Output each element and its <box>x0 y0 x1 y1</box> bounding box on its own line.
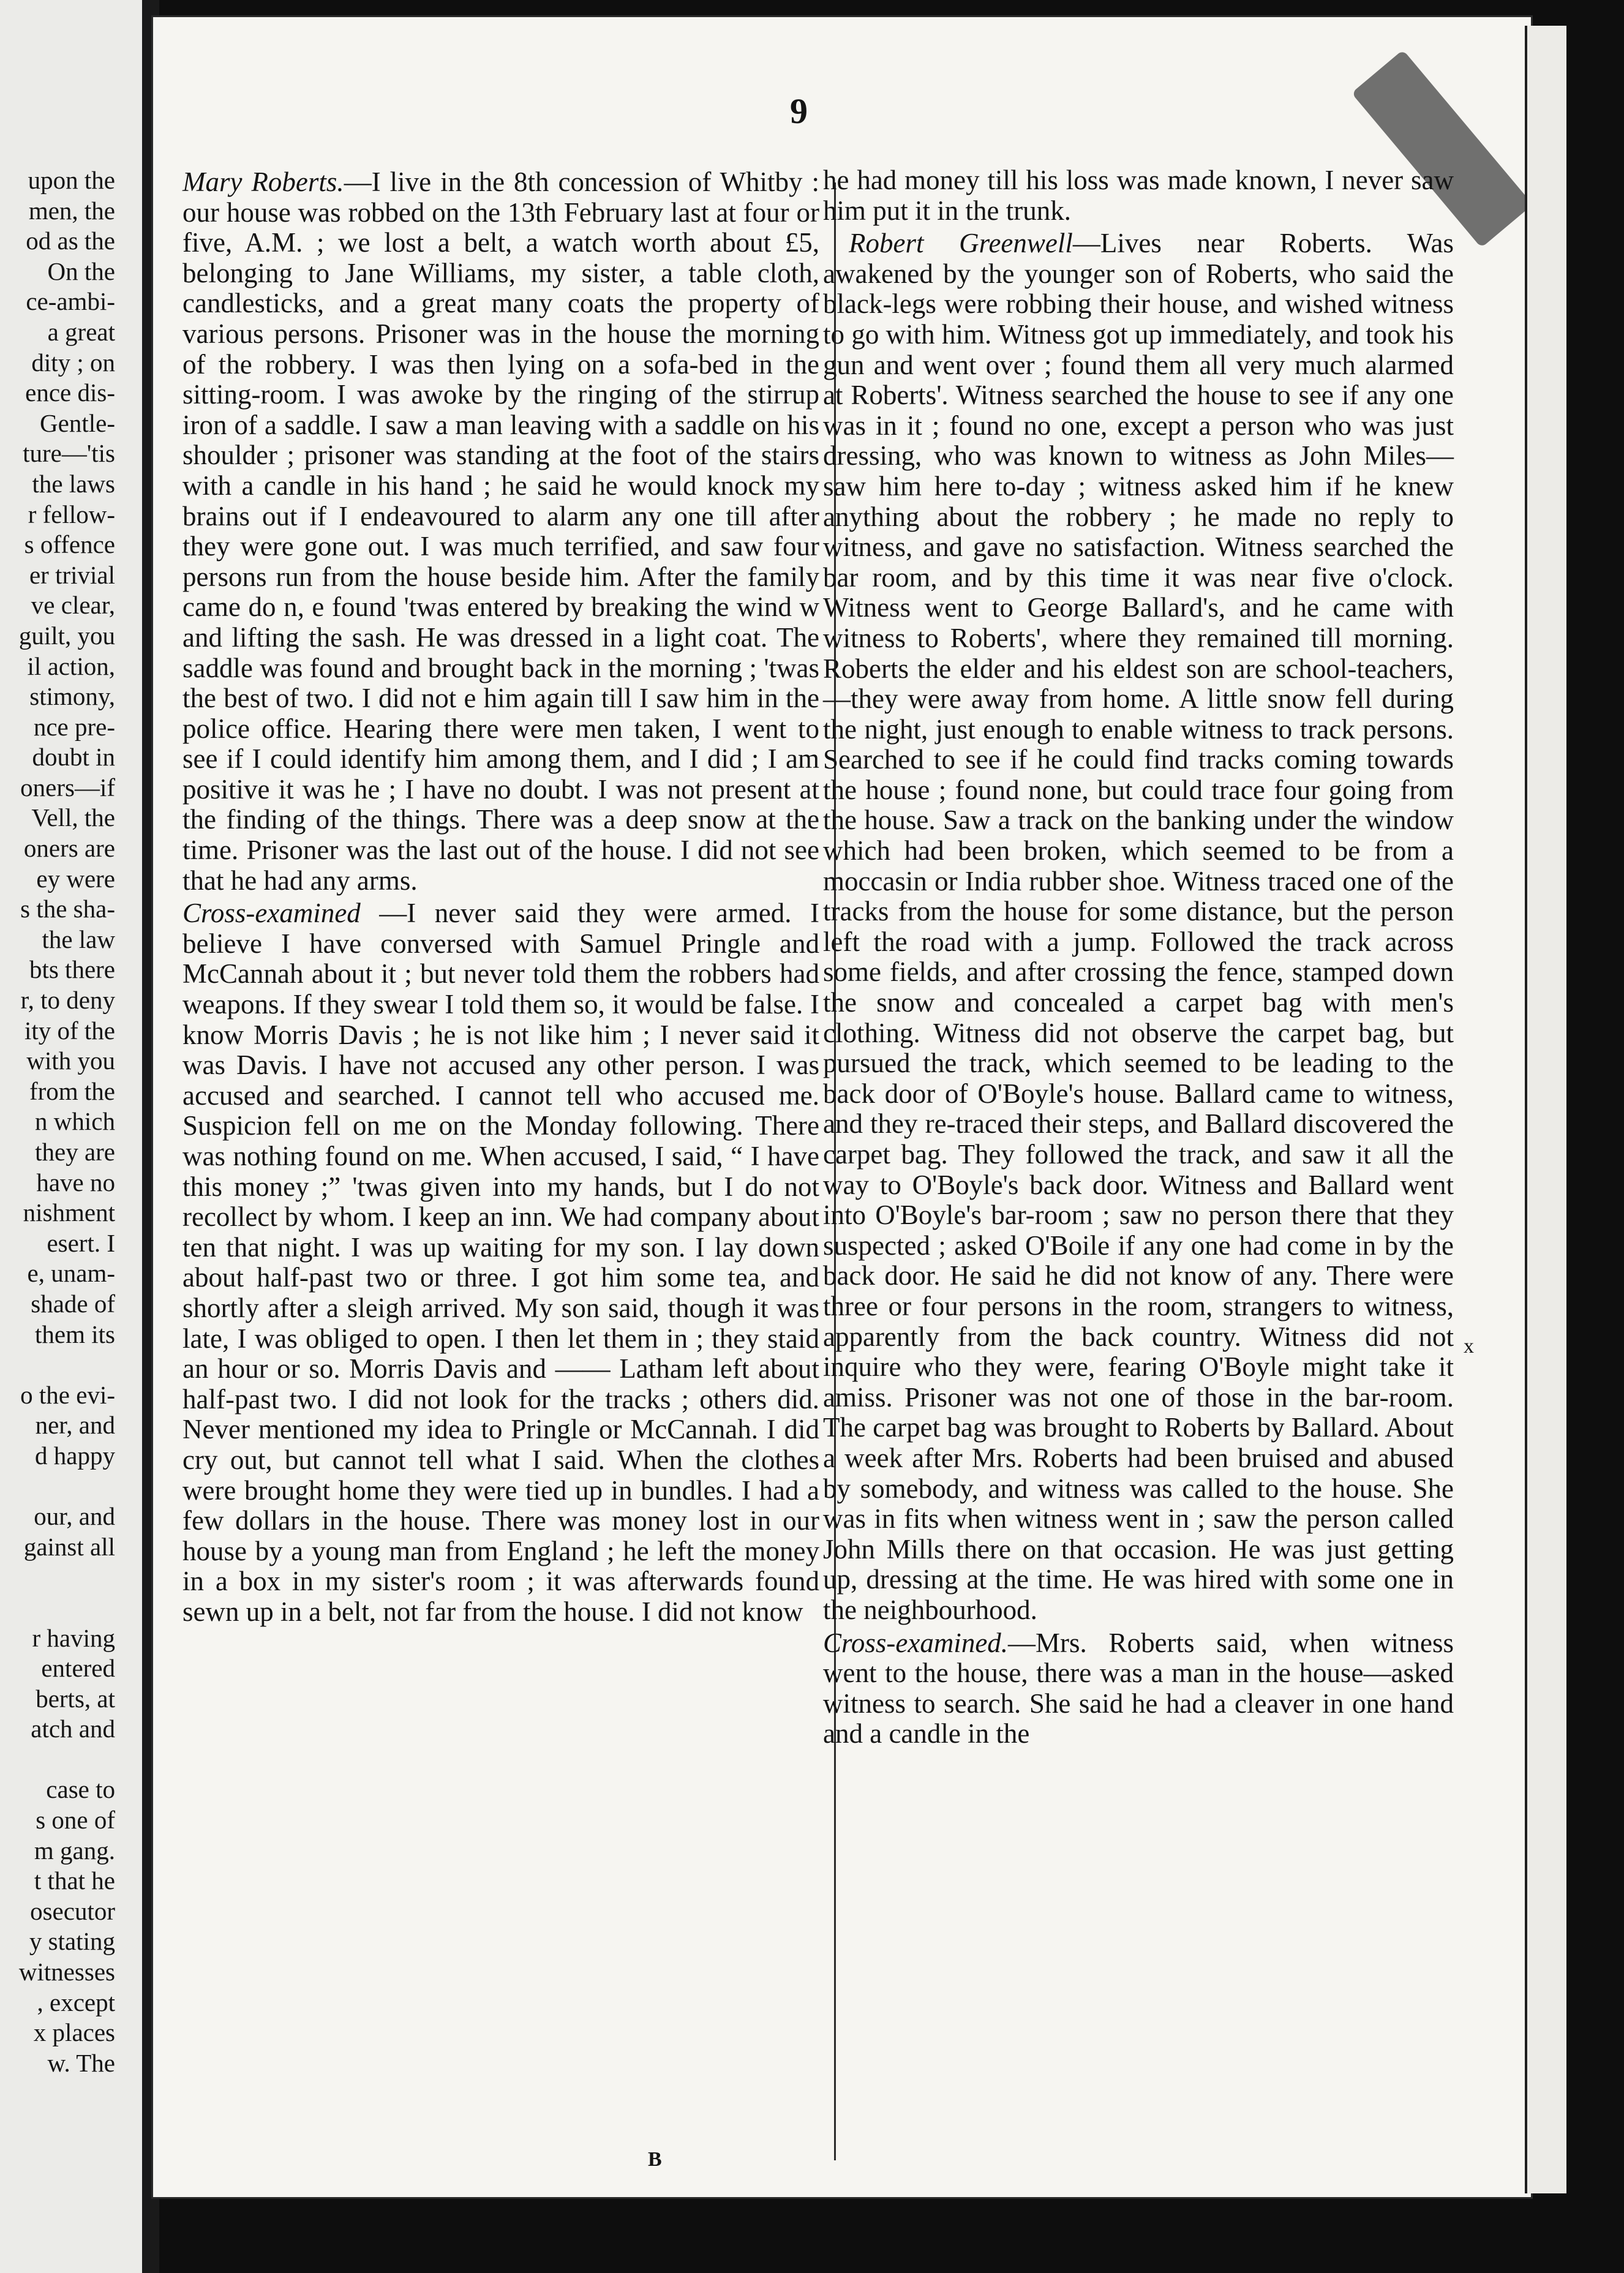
left-page-line: dity ; on <box>31 348 115 377</box>
left-page-line: n which <box>35 1107 115 1136</box>
left-page-line: w. The <box>47 2048 115 2077</box>
left-page-line: t that he <box>34 1866 115 1895</box>
left-page-line: atch and <box>31 1715 115 1743</box>
left-page-line: ey were <box>36 864 115 893</box>
left-page-line <box>5 1562 115 1593</box>
left-page-line: men, the <box>28 196 115 225</box>
testimony-text: he had money till his loss was made known, I never saw him put it in the trunk. <box>823 165 1454 226</box>
testimony-paragraph <box>182 167 819 896</box>
right-column <box>823 165 1454 1752</box>
left-page-text <box>5 165 115 2078</box>
left-page-line: entered <box>41 1654 115 1683</box>
testimony-text: —I never said they were armed. I believe I have conversed with Samuel Pringle and McCannah about it ; but never told them the robbers had weapons. If they swear I told them so, it would be false. I know Morris Davis ; he is not like him ; I never said it was Davis. I have not accused any other person. I was accused and searched. I cannot tell who accused me. Suspicion fell on me on the Monday following. There was nothing found on me. When accused, I said, “ I have this money ;” 'twas given into my hands, but I do not recollect by whom. I keep an inn. We had company about ten that night. I was up waiting for my son. I lay down about half-past two or three. I got him some tea, and shortly after a sleigh arrived. My son said, though it was late, I was obliged to open. I then let them in ; they staid an hour or so. Morris Davis and —— Latham left about half-past two. I did not look for the tracks ; others did. Never mentioned my idea to Pringle or McCannah. I did cry out, but cannot tell what I said. When the clothes were brought home they were tied up in bundles. I had a few dollars in the house. There was money lost in our house by a young man from England ; he left the money in a box in my sister's room ; it was afterwards found sewn up in a belt, not far from the house. I did not know <box>182 898 819 1627</box>
left-page-line: doubt in <box>32 743 115 772</box>
left-page-line: e, unam- <box>27 1259 115 1288</box>
left-page-line: s one of <box>36 1806 115 1835</box>
left-page-line: ity of the <box>24 1016 115 1045</box>
left-page-line: ture—'tis <box>23 439 115 468</box>
left-page-line: with you <box>26 1046 115 1075</box>
left-page-line: they are <box>35 1138 115 1166</box>
left-page-line: s the sha- <box>20 895 115 923</box>
left-page-line: y stating <box>29 1927 115 1956</box>
testimony-paragraph <box>182 898 819 1627</box>
speaker-name: Cross-examined. <box>823 1627 1009 1658</box>
left-page-line: x places <box>33 2018 115 2047</box>
left-page-line: r having <box>32 1623 115 1652</box>
left-page-line <box>5 1745 115 1775</box>
left-page-line: ce-ambi- <box>26 287 115 316</box>
left-page-fragment <box>0 0 142 2273</box>
left-page-line: d happy <box>35 1441 115 1470</box>
left-page-line: ve clear, <box>31 591 115 620</box>
testimony-paragraph <box>823 228 1454 1625</box>
left-page-line: witnesses <box>18 1958 115 1986</box>
left-page-line: Vell, the <box>31 803 115 832</box>
document-page <box>153 17 1531 2197</box>
testimony-paragraph <box>823 165 1454 226</box>
left-page-line: er trivial <box>29 560 115 589</box>
left-column <box>182 167 819 1630</box>
left-page-line: gainst all <box>23 1532 115 1561</box>
left-page-line: ence dis- <box>25 378 115 407</box>
left-page-line: shade of <box>31 1289 115 1318</box>
signature-mark: B <box>648 2148 662 2171</box>
left-page-line: upon the <box>28 166 115 194</box>
left-page-line: , except <box>37 1988 115 2016</box>
testimony-text: —Mrs. Roberts said, when witness went to the house, there was a man in the house—asked witness to search. She said he had a cleaver in one hand and a candle in the <box>823 1627 1454 1749</box>
speaker-name: Robert Greenwell <box>849 228 1073 259</box>
margin-mark: x <box>1464 1335 1474 1358</box>
testimony-text: —Lives near Roberts. Was awakened by the younger son of Roberts, who said the black-legs were robbing their house, and wished witness to go with him. Witness got up immediately, and took his gun and went over ; found them all very much alarmed at Roberts'. Witness searched the house to see if any one was in it ; found no one, except a person who was just dressing, who was known to witness as John Miles—saw him here to-day ; witness asked him if he knew anything about the robbery ; he made no reply to witness, and gave no satisfaction. Witness searched the bar room, and by this time it was near five o'clock. Witness went to George Ballard's, and he came with witness to Roberts', where they remained till morning. Roberts the elder and his eldest son are school-teachers, —they were away from home. A little snow fell during the night, just enough to enable witness to track persons. Searched to see if he could find tracks coming towards the house ; found none, but could trace four going from the house. Saw a track on the banking under the window which had been broken, which seemed to be from a moccasin or India rubber shoe. Witness traced one of the tracks from the house for some distance, but the person left the road with a jump. Followed the track across some fields, and after crossing the fence, stamped down the snow and concealed a carpet bag with men's clothing. Witness did not observe the carpet bag, but pursued the track, which seemed to be leading to the back door of O'Boyle's house. Ballard came to witness, and they re-traced their steps, and Ballard discovered the carpet bag. They followed the track, and saw it all the way to O'Boyle's back door. Witness and Ballard went into O'Boyle's bar-room ; saw no person there that they suspected ; asked O'Boile if any one had come in by the back door. He said he did not know of any. There were three or four persons in the room, strangers to witness, apparently from the back country. Witness did not inquire who they were, fearing O'Boyle might take it amiss. Prisoner was not one of those in the bar-room. The carpet bag was brought to Roberts by Ballard. About a week after Mrs. Roberts had been bruised and abused by somebody, and witness was called to the house. She was in fits when witness went in ; saw the person called John Mills there on that occasion. He was just getting up, dressing at the time. He was hired with some one in the neighbourhood. <box>823 228 1454 1625</box>
right-page-edge <box>1525 26 1566 2193</box>
left-page-line: the laws <box>32 469 115 498</box>
left-page-line: guilt, you <box>18 621 115 650</box>
left-page-line: nce pre- <box>33 712 115 741</box>
left-page-line: m gang. <box>34 1836 115 1865</box>
speaker-name: Mary Roberts. <box>182 167 344 197</box>
left-page-line: them its <box>35 1320 115 1348</box>
left-page-line: r fellow- <box>28 500 115 528</box>
left-page-line: have no <box>36 1168 115 1197</box>
left-page-line: the law <box>42 925 115 953</box>
left-page-line: r, to deny <box>20 986 115 1015</box>
left-page-line: nishment <box>23 1198 115 1227</box>
left-page-line <box>5 1471 115 1502</box>
left-page-line: o the evi- <box>20 1380 115 1409</box>
left-page-line: oners—if <box>20 773 115 802</box>
left-page-line: Gentle- <box>40 408 115 437</box>
testimony-text: —I live in the 8th concession of Whitby : our house was robbed on the 13th February last at four or five, A.M. ; we lost a belt, a watch worth about £5, belonging to Jane Williams, my sister, a table cloth, candlesticks, and a great many coats the property of various persons. Prisoner was in the house the morning of the robbery. I was then lying on a sofa-bed in the sitting-room. I was awoke by the ringing of the stirrup iron of a saddle. I saw a man leaving with a saddle on his shoulder ; prisoner was standing at the foot of the stairs with a candle in his hand ; he said he would knock my brains out if I endeavoured to alarm any one till after they were gone out. I was much terrified, and saw four persons run from the house beside him. After the family came do n, e found 'twas entered by breaking the wind w and lifting the sash. He was dressed in a light coat. The saddle was found and brought back in the morning ; 'twas the best of two. I did not e him again till I saw him in the police office. Hearing there were men taken, I went to see if I could identify him among them, and I did ; I am positive it was he ; I have no doubt. I was not present at the finding of the things. There was a deep snow at the time. Prisoner was the last out of the house. I did not see that he had any arms. <box>182 167 819 896</box>
left-page-line: bts there <box>29 955 115 984</box>
left-page-line: od as the <box>26 227 115 255</box>
left-page-line: a great <box>47 317 115 346</box>
left-page-line: oners are <box>23 834 115 863</box>
left-page-line: il action, <box>27 652 115 680</box>
testimony-paragraph <box>823 1628 1454 1749</box>
left-page-line <box>5 1593 115 1623</box>
page-number: 9 <box>790 91 808 131</box>
left-page-line: berts, at <box>36 1684 115 1713</box>
left-page-line: from the <box>29 1076 115 1105</box>
left-page-line: s offence <box>24 530 115 559</box>
left-page-line: ner, and <box>35 1411 115 1440</box>
left-page-line: stimony, <box>29 682 115 711</box>
left-page-line: our, and <box>34 1502 115 1531</box>
left-page-line: esert. I <box>47 1228 115 1257</box>
left-page-line: osecutor <box>30 1896 115 1925</box>
left-page-line <box>5 1350 115 1380</box>
left-page-line: case to <box>46 1775 115 1804</box>
speaker-name: Cross-examined <box>182 898 361 929</box>
left-page-line: On the <box>47 257 115 285</box>
